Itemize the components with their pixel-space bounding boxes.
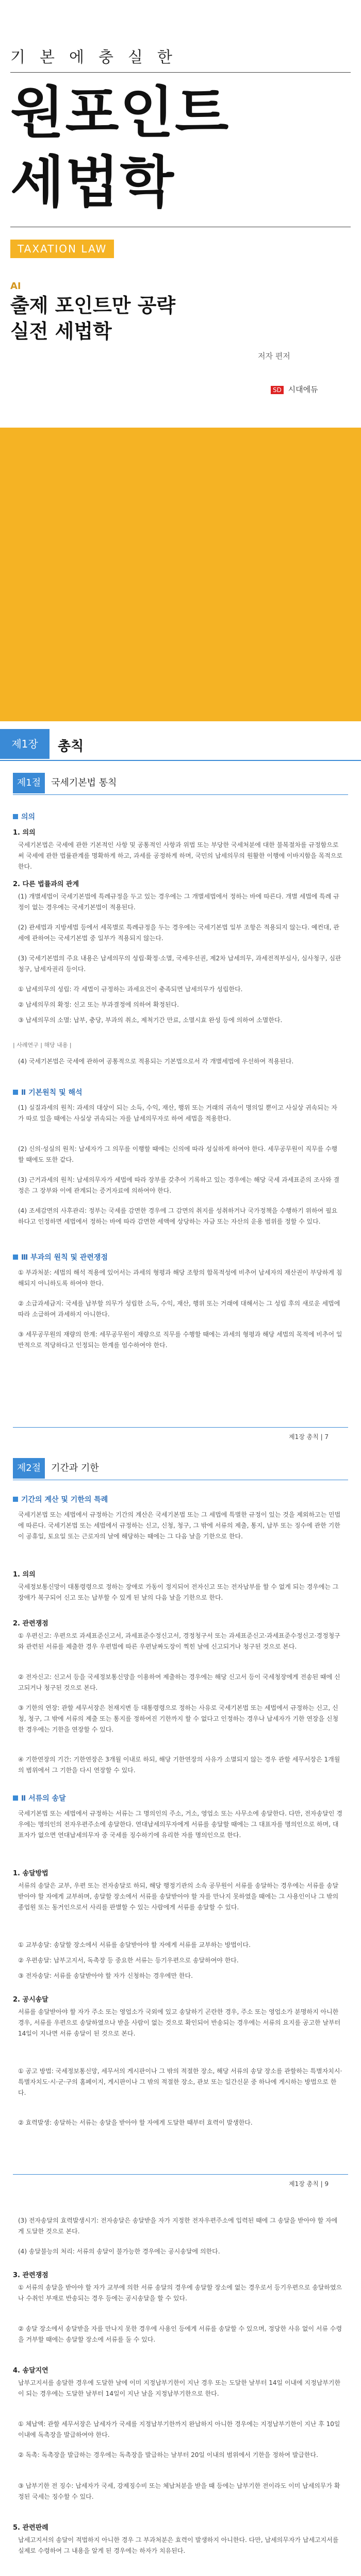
subheading: 2. 공시송달 bbox=[13, 1996, 48, 2004]
subheading: 1. 송달방법 bbox=[13, 1870, 48, 1877]
paragraph: ③ 납부기한 전 징수: 납세자가 국세, 강제징수비 또는 체납처분을 받을 때 등에는 납부기한 전이라도 이미 납세의무가 확정된 국세는 징수할 수 있다. bbox=[18, 2482, 340, 2500]
chapter-title: 총칙 bbox=[58, 739, 84, 754]
heading: 기간의 계산 및 기한의 특례 bbox=[13, 1494, 108, 1504]
paragraph: ① 체납액: 관할 세무서장은 납세자가 국세를 지정납부기한까지 완납하지 아니한 경우에는 지정납부기한이 지난 후 10일 이내에 독촉장을 발급하여야 한다. bbox=[18, 2420, 340, 2438]
chapter-rule bbox=[0, 760, 361, 761]
publisher-logo: SD bbox=[271, 386, 284, 394]
cover-title-line1: 원포인트 bbox=[10, 80, 230, 145]
paragraph: (2) 관세법과 지방세법 등에서 세목별로 특례규정을 두는 경우에는 국세기본법 일부 조항은 적용되지 않는다. 예컨대, 관세에 관하여는 국세기본법 중 일부가 적용되지 않는다. bbox=[18, 924, 339, 942]
paragraph: 서류의 송달은 교부, 우편 또는 전자송달로 하되, 해당 행정기관의 소속 공무원이 서류를 송달하는 경우에는 서류를 송달받아야 할 자에게 교부하며, 송달할 장소에서 서류를 송달받아야 할 자를 만나지 못하였을 때에는 그 사용인이나 그 밖의 종업원 또는 동거인으로서 사리를 판별할 수 있는 사람에게 서류를 송달할 수 있다. bbox=[18, 1882, 339, 1911]
subheading: 1. 의의 bbox=[13, 829, 36, 837]
paragraph: ② 송달 장소에서 송달받을 자를 만나지 못한 경우에 사용인 등에게 서류를 송달할 수 있으며, 정당한 사유 없이 서류 수령을 거부할 때에는 송달할 장소에 서류를 둘 수 있다. bbox=[18, 2325, 342, 2343]
subject-badge: TAXATION LAW bbox=[10, 240, 114, 258]
heading-meaning: 의의 bbox=[13, 811, 35, 822]
subheading: 3. 관련쟁점 bbox=[13, 2272, 48, 2279]
cover-color-band bbox=[0, 428, 361, 721]
bullet-square-icon bbox=[13, 1795, 18, 1801]
subheading: 2. 관련쟁점 bbox=[13, 1620, 48, 1628]
paragraph: 국세기본법은 국세에 관한 기본적인 사항 및 공통적인 사항과 위법 또는 부당한 국세처분에 대한 불복절차를 규정함으로써 국세에 관한 법률관계를 명확하게 하고, 과세를 공정하게 하며, 국민의 납세의무의 원활한 이행에 이바지함을 목적으로 한다. bbox=[18, 841, 343, 870]
paragraph: (3) 근거과세의 원칙: 납세의무자가 세법에 따라 장부를 갖추어 기록하고 있는 경우에는 해당 국세 과세표준의 조사와 결정은 그 장부와 이에 관계되는 증거자료에 의하여야 한다. bbox=[18, 1176, 340, 1194]
paragraph: (4) 국세기본법은 국세에 관하여 공통적으로 적용되는 기본법으로서 각 개별세법에 우선하여 적용된다. bbox=[18, 1058, 294, 1065]
bullet-square-icon bbox=[13, 1255, 18, 1260]
bullet-square-icon bbox=[13, 1090, 18, 1095]
paragraph: (4) 송달불능의 처리: 서류의 송달이 불가능한 경우에는 공시송달에 의한다. bbox=[18, 2248, 220, 2255]
subheading: 1. 의의 bbox=[13, 1571, 36, 1579]
bullet-square-icon bbox=[13, 814, 18, 819]
paragraph: ③ 기한의 연장: 관할 세무서장은 천재지변 등 대통령령으로 정하는 사유로 국세기본법 또는 세법에서 규정하는 신고, 신청, 청구, 그 밖에 서류의 제출 또는 통지를 정하여진 기한까지 할 수 없다고 인정하는 경우나 납세자가 기한 연장을 신청한 경우에는 기한을 연장할 수 있다. bbox=[18, 1704, 339, 1733]
paragraph: ② 우편송달: 납부고지서, 독촉장 등 중요한 서류는 등기우편으로 송달하여야 한다. bbox=[18, 1957, 239, 1964]
ai-label: AI bbox=[10, 281, 21, 292]
paragraph: ① 교부송달: 송달할 장소에서 서류를 송달받아야 할 자에게 서류를 교부하는 방법이다. bbox=[18, 1941, 251, 1948]
subheading: 4. 송달지연 bbox=[13, 2367, 48, 2375]
footer-rule bbox=[13, 2174, 348, 2175]
paragraph: ① 부과처분: 세법의 해석 적용에 있어서는 과세의 형평과 해당 조항의 합목적성에 비추어 납세자의 재산권이 부당하게 침해되지 아니하도록 하여야 한다. bbox=[18, 1269, 342, 1287]
paragraph: 국세기본법 또는 세법에서 규정하는 서류는 그 명의인의 주소, 거소, 영업소 또는 사무소에 송달한다. 다만, 전자송달인 경우에는 명의인의 전자우편주소에 송달한다. 연대납세의무자에게 서류를 송달할 때에는 그 대표자를 명의인으로 하며, 대표자가 없으면 연대납세의무자 중 국세를 징수하기에 유리한 자를 명의인으로 한다. bbox=[18, 1810, 342, 1839]
paragraph: ③ 세무공무원의 재량의 한계: 세무공무원이 재량으로 직무를 수행할 때에는 과세의 형평과 해당 세법의 목적에 비추어 일반적으로 적당하다고 인정되는 한계를 엄수하여야 한다. bbox=[18, 1331, 342, 1349]
paragraph: ② 납세의무의 확정: 신고 또는 부과결정에 의하여 확정된다. bbox=[18, 1001, 179, 1008]
front-cover bbox=[0, 0, 361, 721]
paragraph: ② 독촉: 독촉장을 발급하는 경우에는 독촉장을 발급하는 날부터 20일 이내의 범위에서 기한을 정하여 발급한다. bbox=[18, 2451, 318, 2459]
paragraph: ① 우편신고: 우편으로 과세표준신고서, 과세표준수정신고서, 경정청구서 또는 과세표준신고·과세표준수정신고·경정청구와 관련된 서류를 제출한 경우 우편법에 따른 우편날짜도장이 찍힌 날에 신고되거나 청구된 것으로 본다. bbox=[18, 1632, 340, 1650]
author-line: 저자 편저 bbox=[258, 351, 290, 361]
chapter-number: 제1장 bbox=[0, 729, 50, 759]
heading-principles: Ⅱ 기본원칙 및 해석 bbox=[13, 1087, 83, 1097]
paragraph: 납세고지서의 송달이 적법하지 아니한 경우 그 부과처분은 효력이 발생하지 아니한다. 다만, 납세의무자가 납세고지서를 실제로 수령하여 그 내용을 알게 된 경우에는 하자가 치유된다. bbox=[18, 2536, 339, 2554]
paragraph: (2) 신의·성실의 원칙: 납세자가 그 의무를 이행할 때에는 신의에 따라 성실하게 하여야 한다. 세무공무원이 직무를 수행할 때에도 또한 같다. bbox=[18, 1145, 338, 1163]
publisher-name: 시대에듀 bbox=[288, 385, 318, 394]
paragraph: 납부고지서를 송달한 경우에 도달한 날에 이미 지정납부기한이 지난 경우 또는 도달한 날부터 14일 이내에 지정납부기한이 되는 경우에는 도달한 날부터 14일이 지난 날을 지정납부기한으로 한다. bbox=[18, 2379, 341, 2397]
section-rule bbox=[13, 794, 348, 795]
bullet-square-icon bbox=[13, 1497, 18, 1502]
publisher bbox=[271, 384, 318, 395]
chapter-header bbox=[0, 729, 361, 759]
paragraph: ② 전자신고: 신고서 등을 국세정보통신망을 이용하여 제출하는 경우에는 해당 신고서 등이 국세청장에게 전송된 때에 신고되거나 청구된 것으로 본다. bbox=[18, 1673, 340, 1691]
paragraph: (4) 조세감면의 사후관리: 정부는 국세를 감면한 경우에 그 감면의 취지를 성취하거나 국가정책을 수행하기 위하여 필요하다고 인정하면 세법에서 정하는 바에 따라 감면한 세액에 상당하는 자금 또는 자산의 운용 범위를 정할 수 있다. bbox=[18, 1207, 338, 1225]
case-note: | 사례연구 | 해당 내용 | bbox=[13, 1042, 72, 1048]
section-title: 국세기본법 통칙 bbox=[51, 777, 117, 788]
series-label: 기본에충실한 bbox=[10, 48, 187, 66]
paragraph: ② 소급과세금지: 국세를 납부할 의무가 성립한 소득, 수익, 재산, 행위 또는 거래에 대해서는 그 성립 후의 새로운 세법에 따라 소급하여 과세하지 아니한다. bbox=[18, 1300, 340, 1318]
paragraph: ③ 전자송달: 서류를 송달받아야 할 자가 신청하는 경우에만 한다. bbox=[18, 1972, 193, 1979]
heading-issues: Ⅲ 부과의 원칙 및 관련쟁점 bbox=[13, 1252, 108, 1262]
page-footer: 제1장 총칙 | 7 bbox=[289, 1433, 329, 1440]
page-footer: 제1장 총칙 | 9 bbox=[289, 2180, 329, 2188]
section-number: 제1절 bbox=[13, 773, 45, 793]
section-header-2 bbox=[13, 1458, 348, 1479]
title-rule-top bbox=[10, 72, 351, 73]
paragraph: (3) 국세기본법의 주요 내용은 납세의무의 성립·확정·소멸, 국세우선권, 제2차 납세의무, 과세전적부심사, 심사청구, 심판청구, 납세자권리 등이다. bbox=[18, 955, 341, 973]
section-title: 기간과 기한 bbox=[51, 1463, 99, 1473]
subheading: 2. 다른 법률과의 관계 bbox=[13, 880, 79, 888]
cover-subtitle-2: 실전 세법학 bbox=[10, 320, 112, 343]
footer-rule bbox=[13, 1427, 348, 1428]
paragraph: ③ 납세의무의 소멸: 납부, 충당, 부과의 취소, 제척기간 만료, 소멸시효 완성 등에 의하여 소멸한다. bbox=[18, 1016, 283, 1024]
paragraph: (1) 개별세법이 국세기본법에 특례규정을 두고 있는 경우에는 그 개별세법에서 정하는 바에 따른다. 개별 세법에 특례 규정이 없는 경우에는 국세기본법이 적용된다. bbox=[18, 893, 339, 911]
paragraph: 서류를 송달받아야 할 자가 주소 또는 영업소가 국외에 있고 송달하기 곤란한 경우, 주소 또는 영업소가 분명하지 아니한 경우, 서류를 우편으로 송달하였으나 받을 사람이 없는 것으로 확인되어 반송되는 경우에는 서류의 요지를 공고한 날부터 14일이 지나면 서류 송달이 된 것으로 본다. bbox=[18, 2008, 341, 2037]
paragraph: ① 서류의 송달을 받아야 할 자가 교부에 의한 서류 송달의 경우에 송달할 장소에 없는 경우로서 등기우편으로 송달하였으나 수취인 부재로 반송되는 경우 등에는 공시송달을 할 수 있다. bbox=[18, 2284, 342, 2302]
cover-title-line2: 세법학 bbox=[10, 150, 175, 215]
paragraph: ① 공고 방법: 국세정보통신망, 세무서의 게시판이나 그 밖의 적절한 장소, 해당 서류의 송달 장소를 관할하는 특별자치시·특별자치도·시·군·구의 홈페이지, 게시판이나 그 밖의 적절한 장소, 관보 또는 일간신문 중 하나에 게시하는 방법으로 한다. bbox=[18, 2067, 342, 2096]
paragraph: ④ 기한연장의 기간: 기한연장은 3개월 이내로 하되, 해당 기한연장의 사유가 소멸되지 않는 경우 관할 세무서장은 1개월의 범위에서 그 기한을 다시 연장할 수 있다. bbox=[18, 1756, 340, 1774]
section-number: 제2절 bbox=[13, 1458, 45, 1479]
paragraph: (3) 전자송달의 효력발생시기: 전자송달은 송달받을 자가 지정한 전자우편주소에 입력된 때에 그 송달을 받아야 할 자에게 도달한 것으로 본다. bbox=[18, 2217, 338, 2235]
paragraph: 국세기본법 또는 세법에서 규정하는 기간의 계산은 국세기본법 또는 그 세법에 특별한 규정이 있는 것을 제외하고는 민법에 따른다. 국세기본법 또는 세법에서 규정하는 신고, 신청, 청구, 그 밖에 서류의 제출, 통지, 납부 또는 징수에 관한 기한이 공휴일, 토요일 또는 근로자의 날에 해당하는 때에는 그 다음 날을 기한으로 한다. bbox=[18, 1511, 341, 1540]
paragraph: (1) 실질과세의 원칙: 과세의 대상이 되는 소득, 수익, 재산, 행위 또는 거래의 귀속이 명의일 뿐이고 사실상 귀속되는 자가 따로 있을 때에는 사실상 귀속되는 자를 납세의무자로 하여 세법을 적용한다. bbox=[18, 1104, 337, 1122]
section-header-1 bbox=[13, 773, 348, 793]
paragraph: 국세정보통신망이 대통령령으로 정하는 장애로 가동이 정지되어 전자신고 또는 전자납부를 할 수 없게 되는 경우에는 그 장애가 복구되어 신고 또는 납부할 수 있게 된 날의 다음 날을 기한으로 한다. bbox=[18, 1583, 339, 1601]
subheading: 5. 관련판례 bbox=[13, 2524, 48, 2532]
paragraph: ① 납세의무의 성립: 각 세법이 규정하는 과세요건이 충족되면 납세의무가 성립한다. bbox=[18, 986, 243, 993]
paragraph: ② 효력발생: 송달하는 서류는 송달을 받아야 할 자에게 도달한 때부터 효력이 발생한다. bbox=[18, 2119, 253, 2126]
cover-subtitle-1: 출제 포인트만 공략 bbox=[10, 294, 176, 317]
heading: Ⅱ 서류의 송달 bbox=[13, 1793, 66, 1803]
